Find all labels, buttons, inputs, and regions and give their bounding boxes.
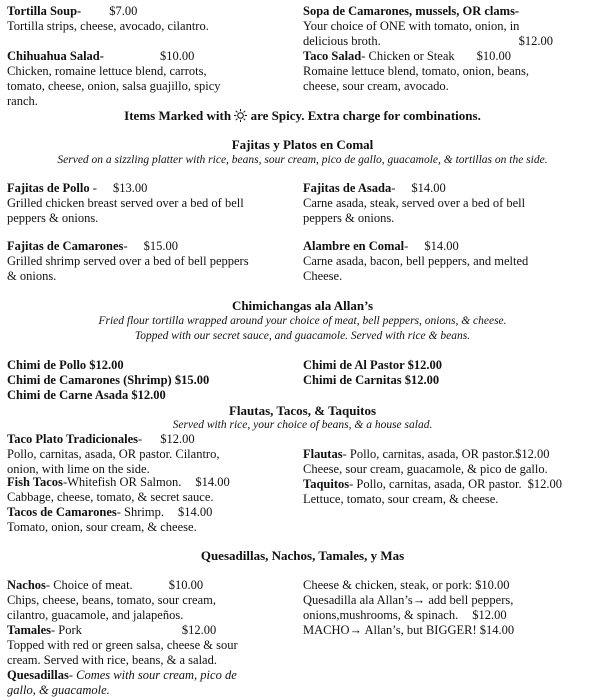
item-suffix: -Whitefish OR Salmon. — [62, 475, 182, 489]
menu-item-sopa-camarones — [303, 4, 553, 49]
chimi-item: Chimi de Carnitas $12.00 — [303, 373, 440, 387]
item-price: $7.00 — [109, 4, 138, 18]
item-price: $10.00 — [159, 49, 195, 63]
item-suffix: - Pork — [51, 623, 82, 637]
item-suffix: - — [404, 239, 409, 253]
menu-item-taco-salad — [303, 49, 555, 94]
spicy-note-after: are Spicy. Extra charge for combinations. — [250, 108, 481, 123]
quesadilla-basic: Cheese & chicken, steak, or pork: $10.00 — [303, 578, 510, 592]
item-price: $12.00 — [181, 623, 217, 637]
item-desc: Romaine lettuce blend, tomato, onion, beans, cheese, sour cream, avocado. — [303, 64, 529, 93]
menu-item-nachos — [7, 578, 257, 623]
item-name: Sopa de Camarones, mussels, OR clams- — [303, 4, 520, 18]
item-suffix: - Shrimp. — [116, 505, 164, 519]
item-desc: Cheese, sour cream, guacamole, & pico de gallo. — [303, 462, 548, 476]
item-desc: Tortilla strips, cheese, avocado, cilantro. — [7, 19, 209, 33]
item-name: Fish Tacos — [7, 475, 63, 489]
menu-item-taco-plato — [7, 432, 252, 477]
item-desc: Grilled chicken breast served over a bed of bell peppers & onions. — [7, 196, 244, 225]
menu-item-fish-tacos — [7, 475, 297, 505]
item-suffix: - — [123, 239, 128, 253]
item-suffix: - Chicken or Steak — [361, 49, 455, 63]
item-name: Taquitos — [303, 477, 350, 491]
menu-item-alambre — [303, 239, 558, 284]
allans-price: $12.00 — [472, 608, 507, 622]
item-suffix: - — [89, 181, 97, 195]
item-name: Nachos — [7, 578, 46, 592]
item-name: Flautas — [303, 447, 343, 461]
item-name: Fajitas de Asada — [303, 181, 392, 195]
menu-item-tacos-camarones — [7, 505, 297, 535]
item-name: Tamales — [7, 623, 51, 637]
item-desc: Chips, cheese, beans, tomato, sour cream, cilantro, guacamole, and jalapeños. — [7, 593, 216, 622]
macho-desc: Allan’s, but BIGGER! $14.00 — [362, 623, 515, 637]
item-desc: Carne asada, bacon, bell peppers, and melted Cheese. — [303, 254, 529, 283]
quesadilla-options — [303, 578, 543, 638]
arrow-right-icon: → — [412, 593, 426, 607]
chimi-item: Chimi de Pollo $12.00 — [7, 358, 124, 372]
item-suffix: - Comes with sour cream, pico de gallo, & guacamole. — [7, 668, 237, 697]
menu-item-tamales — [7, 623, 267, 668]
item-desc: Pollo, carnitas, asada, OR pastor. Cilantro, onion, with lime on the side. — [7, 447, 220, 476]
flautas-subtitle: Served with rice, your choice of beans, & a house salad. — [172, 419, 433, 431]
item-desc: Your choice of ONE with tomato, onion, in delicious broth. — [303, 19, 520, 48]
quesadilla-macho — [303, 623, 543, 638]
flautas-title: Flautas, Tacos, & Taquitos — [228, 403, 377, 418]
chimi-right-list — [303, 358, 603, 388]
item-price: $12.00 — [160, 432, 195, 446]
item-price: $13.00 — [112, 181, 148, 195]
chimi-left-list — [7, 358, 297, 403]
item-price: $10.00 — [168, 578, 204, 592]
item-price: $14.00 — [177, 505, 213, 519]
item-desc: Topped with red or green salsa, cheese & sour cream. Served with rice, beans, & a salad. — [7, 638, 238, 667]
allans-desc: add bell peppers, onions,mushrooms, & spinach. — [303, 593, 514, 622]
item-desc: Carne asada, steak, served over a bed of bell peppers & onions. — [303, 196, 526, 225]
menu-item-fajitas-camarones — [7, 239, 257, 284]
menu-item-tortilla-soup — [7, 4, 297, 34]
sun-icon — [234, 109, 247, 125]
chimi-title: Chimichangas ala Allan’s — [231, 298, 374, 313]
fajitas-title: Fajitas y Platos en Comal — [231, 137, 374, 152]
chimi-subtitle-2: Topped with our secret sauce, and guacamole. Served with rice & beans. — [134, 330, 471, 342]
item-price: $12.00 — [527, 477, 563, 491]
item-price: $12.00 — [518, 34, 553, 48]
item-suffix: - Choice of meat. — [45, 578, 133, 592]
item-desc: Tomato, onion, sour cream, & cheese. — [7, 520, 197, 534]
item-name: Alambre en Comal — [303, 239, 405, 253]
item-desc: Grilled shrimp served over a bed of bell peppers & onions. — [7, 254, 249, 283]
menu-item-flautas — [303, 447, 603, 477]
item-price: $14.00 — [424, 239, 459, 253]
item-desc: Chicken, romaine lettuce blend, carrots, tomato, cheese, onion, salsa guajillo, spicy ranch. — [7, 64, 221, 108]
chimi-item: Chimi de Camarones (Shrimp) $15.00 — [7, 373, 210, 387]
item-suffix: - Pollo, carnitas, asada, OR pastor. — [342, 447, 516, 461]
item-price: $12.00 — [515, 447, 550, 461]
item-desc: Lettuce, tomato, sour cream, & cheese. — [303, 492, 499, 506]
menu-item-chihuahua-salad — [7, 49, 247, 109]
item-price: $10.00 — [476, 49, 512, 63]
item-price: $14.00 — [411, 181, 446, 195]
quesadilla-allans — [303, 593, 543, 623]
item-name: Taco Plato Tradicionales — [7, 432, 139, 446]
arrow-right-icon: → — [349, 623, 363, 637]
chimi-subtitle-1: Fried flour tortilla wrapped around your choice of meat, bell peppers, onions, & cheese. — [98, 315, 507, 327]
chimi-item: Chimi de Carne Asada $12.00 — [7, 388, 166, 402]
item-name: Taco Salad — [303, 49, 362, 63]
item-name: Tortilla Soup- — [7, 4, 82, 18]
menu-item-fajitas-pollo — [7, 181, 257, 226]
item-name: Tacos de Camarones — [7, 505, 117, 519]
menu-item-fajitas-asada — [303, 181, 553, 226]
item-suffix: - — [138, 432, 143, 446]
spicy-note-before: Items Marked with — [124, 108, 232, 123]
item-name: Quesadillas — [7, 668, 69, 682]
allans-name: Quesadilla ala Allan’s — [303, 593, 413, 607]
menu-item-quesadillas — [7, 668, 247, 698]
spicy-note — [0, 108, 605, 125]
item-price: $15.00 — [143, 239, 178, 253]
menu-item-taquitos — [303, 477, 603, 507]
macho-name: MACHO — [303, 623, 350, 637]
chimi-item: Chimi de Al Pastor $12.00 — [303, 358, 443, 372]
item-name: Fajitas de Pollo — [7, 181, 90, 195]
fajitas-subtitle: Served on a sizzling platter with rice, beans, sour cream, pico de gallo, guacamole, & tortillas on the side. — [57, 154, 548, 166]
item-name: Fajitas de Camarones — [7, 239, 124, 253]
quesa-title: Quesadillas, Nachos, Tamales, y Mas — [200, 548, 405, 563]
item-name: Chihuahua Salad- — [7, 49, 104, 63]
item-suffix: - — [391, 181, 396, 195]
item-price: $14.00 — [195, 475, 230, 489]
item-suffix: - Pollo, carnitas, asada, OR pastor. — [349, 477, 522, 491]
item-desc: Cabbage, cheese, tomato, & secret sauce. — [7, 490, 214, 504]
